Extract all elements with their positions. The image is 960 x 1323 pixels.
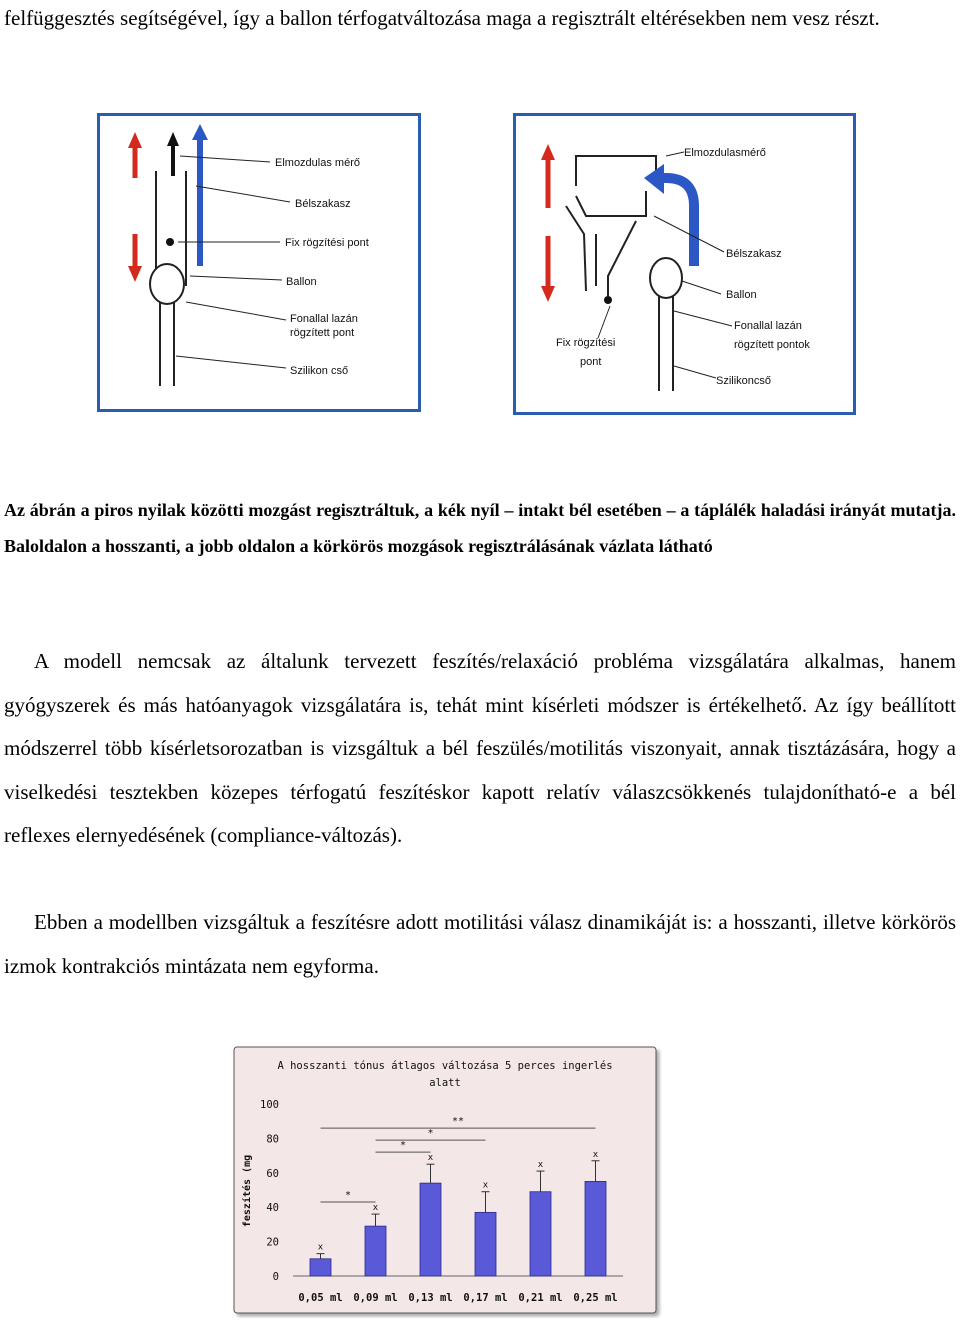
figure-circular <box>513 113 856 415</box>
chart-title-line1: A hosszanti tónus átlagos változása 5 perces ingerlés <box>277 1060 613 1072</box>
paragraph-2: Ebben a modellben vizsgáltuk a feszítésre adott motilitási válasz dinamikáját is: a hosszanti, illetve körkörös izmok kontrakciós mintázata nem egyforma. <box>4 910 956 978</box>
bar <box>530 1192 551 1276</box>
figure-longitudinal <box>97 113 421 412</box>
label-thread-line1-right: Fonallal lazán <box>734 320 802 332</box>
bar-marker: x <box>592 1149 599 1160</box>
paragraph-1: A modell nemcsak az általunk tervezett feszítés/relaxáció probléma vizsgálatára alkalmas, hanem gyógyszerek és más hatóanyagok vizsgálatára is, tehát mint kísérleti módszer is értékelhető. Az így beállított módszerrel több kísérletsorozatban is vizsgáltuk a bél feszülés/motilitás viszonyait, annak tisztázására, hogy a viselkedési tesztekben közepes térfogatú feszítéskor kapott relatív válaszcsökkenés tulajdonítható-e a bél reflexes elernyedésének (compliance-változás). <box>4 649 956 848</box>
figure-longitudinal-drawing <box>100 116 418 409</box>
label-intestine-right: Bélszakasz <box>726 248 782 260</box>
chart-title-line2: alatt <box>429 1077 461 1089</box>
balloon-shape <box>150 264 184 304</box>
figure-caption: Az ábrán a piros nyilak közötti mozgást regisztráltuk, a kék nyíl – intakt bél esetében – a táplálék haladási irányát mutatja. Baloldalon a hosszanti, a jobb oldalon a körkörös mozgások regisztrálásának vázlata látható <box>4 500 956 556</box>
bar <box>420 1183 441 1276</box>
label-balloon: Ballon <box>286 276 317 288</box>
label-intestine: Bélszakasz <box>295 198 351 210</box>
y-tick-label: 20 <box>266 1236 279 1249</box>
bar-marker: x <box>537 1160 544 1171</box>
label-thread-line2: rögzített pont <box>290 327 355 339</box>
label-fix-point-line2-right: pont <box>580 356 602 368</box>
bar-marker: x <box>317 1242 324 1253</box>
x-tick-label: 0,25 ml <box>573 1292 618 1304</box>
y-tick-label: 100 <box>260 1099 279 1111</box>
bar-chart-svg <box>233 1046 662 1318</box>
bar-chart <box>233 1046 662 1318</box>
bar-marker: x <box>372 1203 379 1214</box>
label-silicone-tube-right: Szilikoncső <box>716 375 772 387</box>
label-fix-point-line1-right: Fix rögzítési <box>556 337 616 349</box>
figure-circular-drawing <box>516 116 853 412</box>
balloon-shape-right <box>650 258 682 298</box>
label-silicone-tube: Szilikon cső <box>290 365 349 377</box>
x-tick-label: 0,05 ml <box>298 1292 343 1304</box>
significance-label: * <box>399 1140 407 1152</box>
fix-point-dot-right <box>604 296 612 304</box>
bar <box>585 1181 606 1276</box>
x-tick-label: 0,09 ml <box>353 1292 398 1304</box>
chart-ylabel: feszítés (mg <box>242 1154 253 1228</box>
significance-label: * <box>344 1190 352 1202</box>
bar-marker: x <box>427 1153 434 1164</box>
y-tick-label: 80 <box>266 1133 279 1146</box>
significance-label: ** <box>451 1116 465 1128</box>
label-fix-point: Fix rögzítési pont <box>285 237 369 249</box>
x-tick-label: 0,17 ml <box>463 1292 508 1304</box>
x-tick-label: 0,21 ml <box>518 1292 563 1304</box>
y-tick-label: 40 <box>266 1202 279 1215</box>
significance-label: * <box>427 1128 434 1140</box>
fix-point-dot <box>166 238 174 246</box>
bar <box>365 1226 386 1276</box>
bar-marker: x <box>482 1180 489 1191</box>
text-line-1: felfüggesztés segítségével, így a ballon térfogatváltozása maga a regisztrált eltérésekben nem vesz részt. <box>4 6 880 30</box>
y-tick-label: 60 <box>266 1167 279 1180</box>
label-thread-line2-right: rögzített pontok <box>734 339 810 351</box>
bar <box>475 1212 496 1276</box>
label-balloon-right: Ballon <box>726 289 757 301</box>
y-tick-label: 0 <box>272 1271 279 1283</box>
x-tick-label: 0,13 ml <box>408 1292 453 1304</box>
bar <box>310 1259 331 1276</box>
label-displacement-meter: Elmozdulas mérő <box>275 157 360 169</box>
label-thread-line1: Fonallal lazán <box>290 313 358 325</box>
label-displacement-meter-right: Elmozdulasmérő <box>684 147 766 159</box>
